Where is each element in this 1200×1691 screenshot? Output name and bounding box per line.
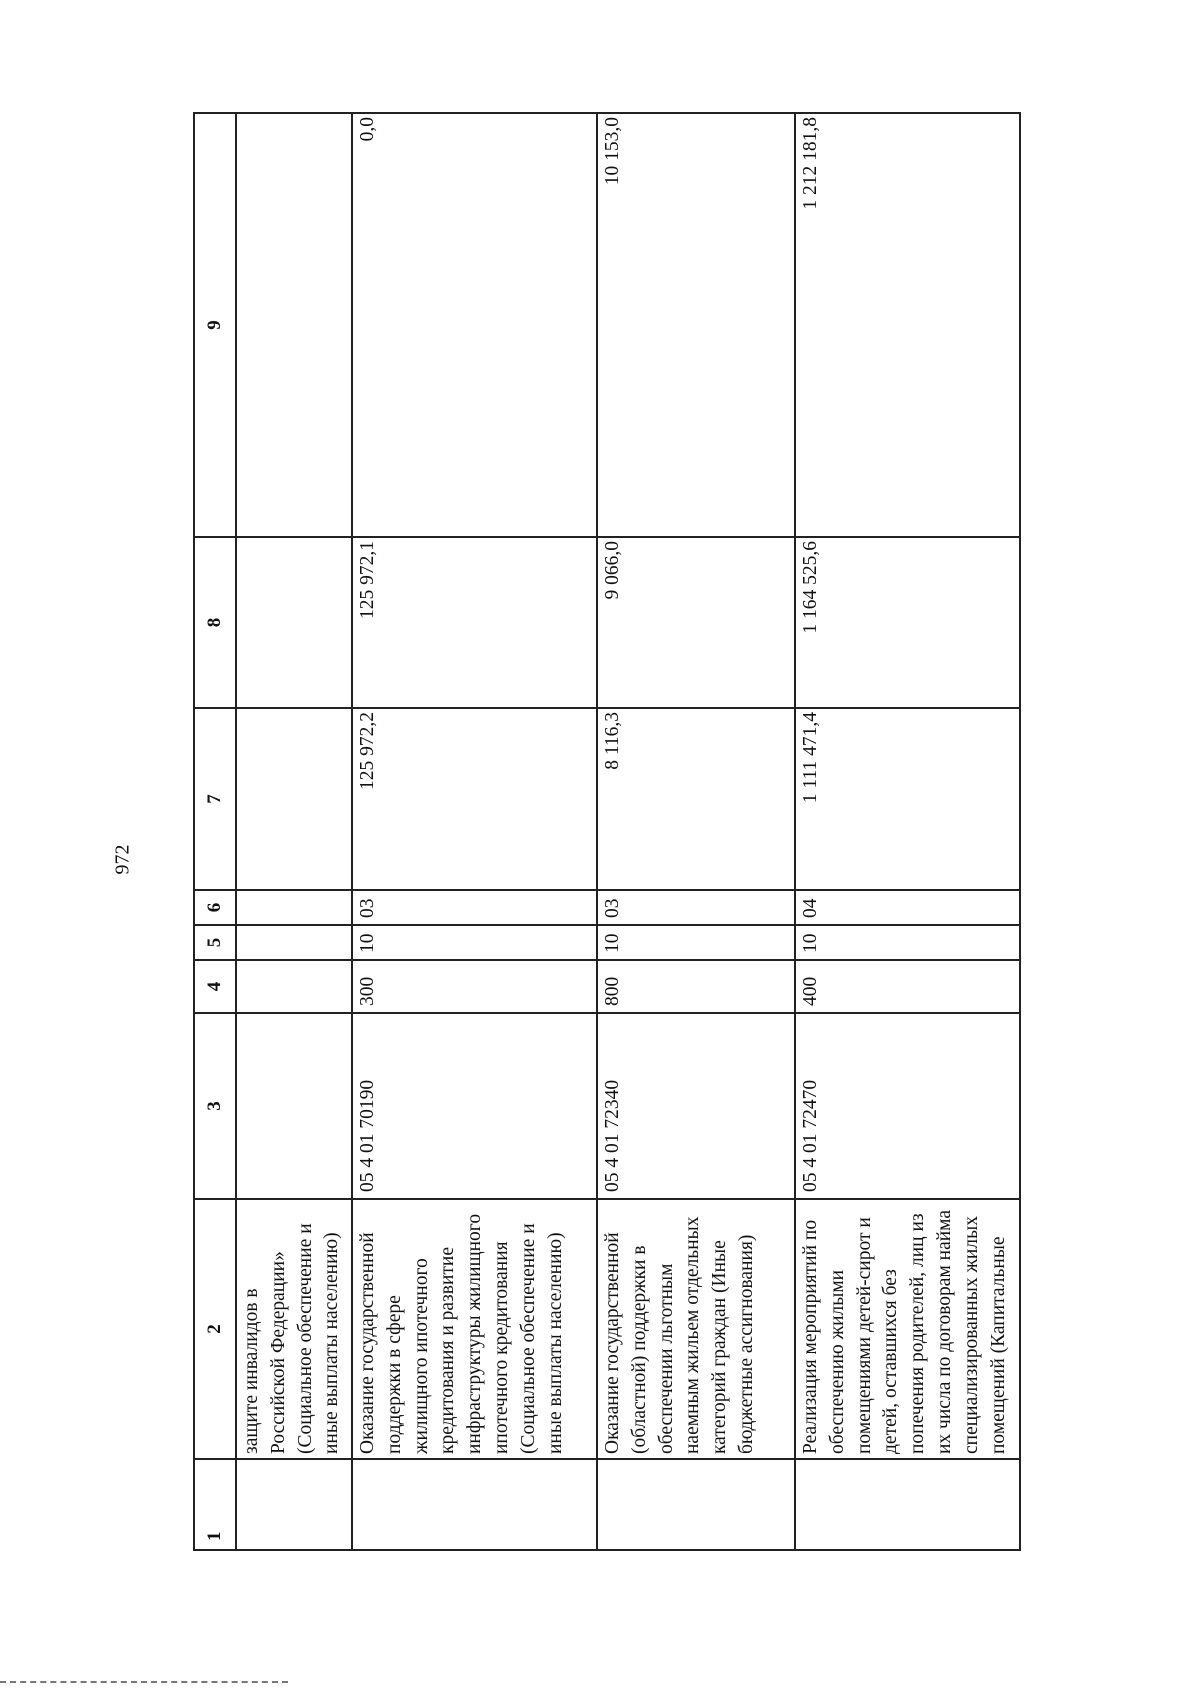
cell-col-1	[236, 1459, 352, 1550]
cell-code	[236, 1013, 352, 1199]
cell-name: Оказание государственной (областной) поддержки в обеспечении льготным наемным жильем отдельных категорий граждан (Иные бюджетные ассигнования)	[597, 1199, 795, 1459]
cell-name: Реализация мероприятий по обеспечению жилыми помещениями детей-сирот и детей, оставшихся без попечения родителей, лиц из их числа по договорам найма специализированных жилых помещений (Капитальные	[795, 1199, 1020, 1459]
table-header-row	[194, 113, 236, 1550]
cell-value-8: 125 972,1	[352, 537, 597, 708]
budget-table	[193, 112, 1021, 1551]
cell-col-1	[597, 1459, 795, 1550]
cell-code: 05 4 01 72340	[597, 1013, 795, 1199]
cell-value-8: 1 164 525,6	[795, 537, 1020, 708]
cell-value-9	[236, 113, 352, 537]
header-col-6: 6	[194, 890, 236, 925]
cell-value-7: 125 972,2	[352, 708, 597, 890]
cell-value-9: 0,0	[352, 113, 597, 537]
cell-pr: 03	[352, 890, 597, 925]
cell-col-1	[352, 1459, 597, 1550]
header-col-3: 3	[194, 1013, 236, 1199]
table-row	[352, 113, 597, 1550]
cell-pr: 03	[597, 890, 795, 925]
cell-rz: 10	[352, 925, 597, 960]
cell-rz: 10	[795, 925, 1020, 960]
header-col-5: 5	[194, 925, 236, 960]
cell-value-7: 1 111 471,4	[795, 708, 1020, 890]
header-col-7: 7	[194, 708, 236, 890]
footer-rule	[0, 1681, 288, 1683]
header-col-8: 8	[194, 537, 236, 708]
cell-pr: 04	[795, 890, 1020, 925]
cell-name: Оказание государственной поддержки в сфере жилищного ипотечного кредитования и развитие инфраструктуры жилищного ипотечного кредитования (Социальное обеспечение и иные выплаты населению)	[352, 1199, 597, 1459]
cell-rz: 10	[597, 925, 795, 960]
cell-vr	[236, 960, 352, 1013]
cell-value-8	[236, 537, 352, 708]
header-col-4: 4	[194, 960, 236, 1013]
cell-value-7	[236, 708, 352, 890]
cell-vr: 300	[352, 960, 597, 1013]
cell-code: 05 4 01 72470	[795, 1013, 1020, 1199]
cell-value-9: 10 153,0	[597, 113, 795, 537]
header-col-2: 2	[194, 1199, 236, 1459]
page-number: 972	[111, 844, 134, 875]
cell-value-8: 9 066,0	[597, 537, 795, 708]
cell-vr: 400	[795, 960, 1020, 1013]
cell-pr	[236, 890, 352, 925]
header-col-1: 1	[194, 1459, 236, 1550]
cell-vr: 800	[597, 960, 795, 1013]
table-row	[236, 113, 352, 1550]
cell-value-7: 8 116,3	[597, 708, 795, 890]
cell-code: 05 4 01 70190	[352, 1013, 597, 1199]
header-col-9: 9	[194, 113, 236, 537]
cell-rz	[236, 925, 352, 960]
cell-name: защите инвалидов в Российской Федерации» (Социальное обеспечение и иные выплаты населению)	[236, 1199, 352, 1459]
cell-col-1	[795, 1459, 1020, 1550]
cell-value-9: 1 212 181,8	[795, 113, 1020, 537]
table-row	[795, 113, 1020, 1550]
table-row	[597, 113, 795, 1550]
